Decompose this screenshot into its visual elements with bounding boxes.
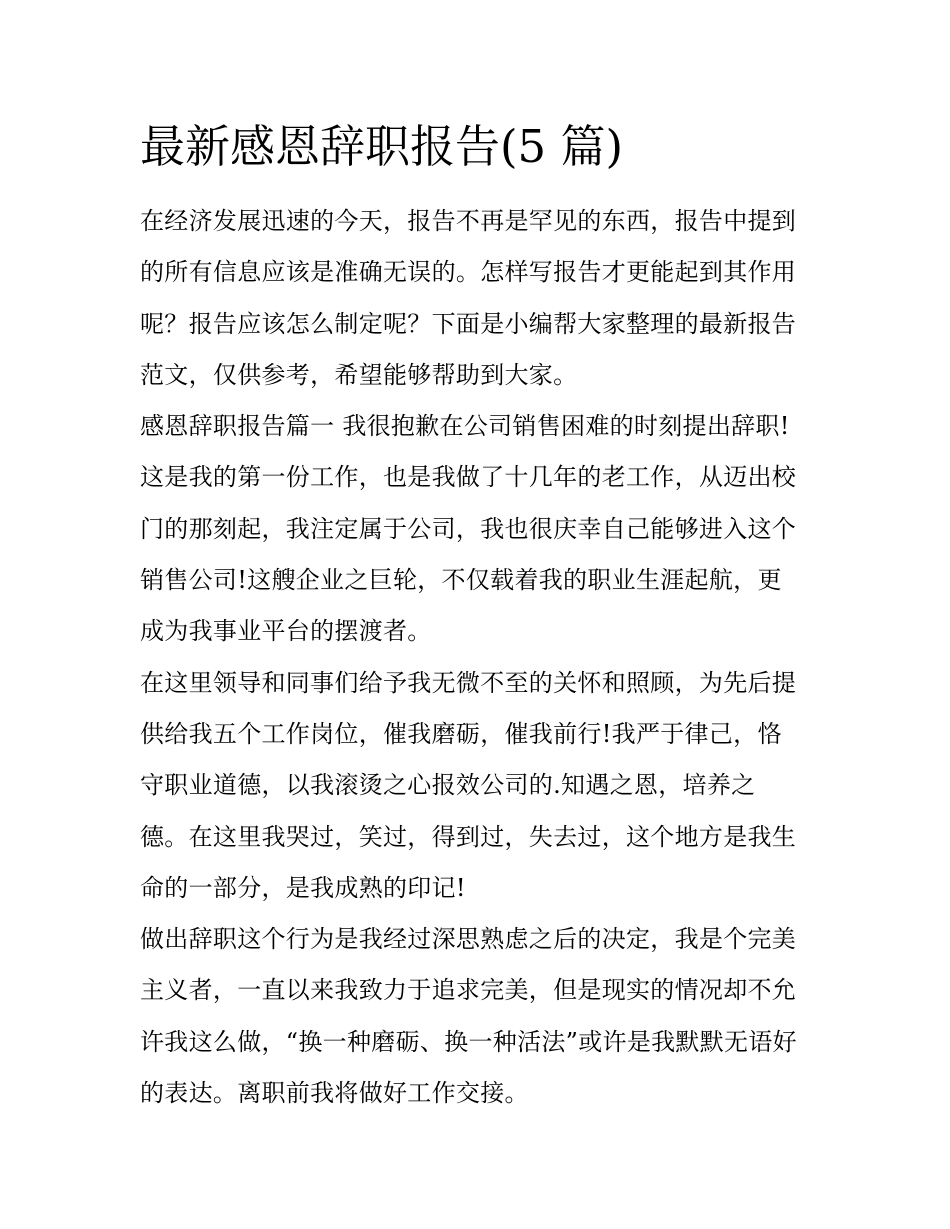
text-line: 门的那刻起，我注定属于公司，我也很庆幸自己能够进入这个	[140, 514, 797, 543]
text-line: 许我这么做，“换一种磨砺、换一种活法”或许是我默默无语好	[140, 1027, 797, 1056]
text-line: 的表达。离职前我将做好工作交接。	[140, 1079, 529, 1108]
text-line: 这是我的第一份工作，也是我做了十几年的老工作，从迈出校	[140, 463, 797, 492]
text-line: 销售公司!这艘企业之巨轮，不仅载着我的职业生涯起航，更	[140, 566, 782, 595]
text-line: 做出辞职这个行为是我经过深思熟虑之后的决定，我是个完美	[140, 925, 797, 954]
text-line: 感恩辞职报告篇一 我很抱歉在公司销售困难的时刻提出辞职!	[140, 412, 790, 441]
text-line: 供给我五个工作岗位，催我磨砺，催我前行!我严于律己，恪	[140, 719, 782, 748]
text-line: 在这里领导和同事们给予我无微不至的关怀和照顾，为先后提	[140, 668, 797, 697]
text-line: 主义者，一直以来我致力于追求完美，但是现实的情况却不允	[140, 976, 797, 1005]
document-body	[140, 196, 820, 1119]
text-line: 守职业道德，以我滚烫之心报效公司的.知遇之恩，培养之	[140, 771, 756, 800]
text-line: 德。在这里我哭过，笑过，得到过，失去过，这个地方是我生	[140, 822, 797, 851]
text-line: 范文，仅供参考，希望能够帮助到大家。	[140, 360, 578, 389]
text-line: 的所有信息应该是准确无误的。怎样写报告才更能起到其作用	[140, 258, 797, 287]
text-line: 成为我事业平台的摆渡者。	[140, 617, 432, 646]
text-line: 呢？报告应该怎么制定呢？下面是小编帮大家整理的最新报告	[140, 309, 797, 338]
text-line: 命的一部分，是我成熟的印记!	[140, 873, 466, 902]
page-title: 最新感恩辞职报告(5 篇)	[140, 120, 624, 173]
text-line: 在经济发展迅速的今天，报告不再是罕见的东西，报告中提到	[140, 207, 797, 235]
